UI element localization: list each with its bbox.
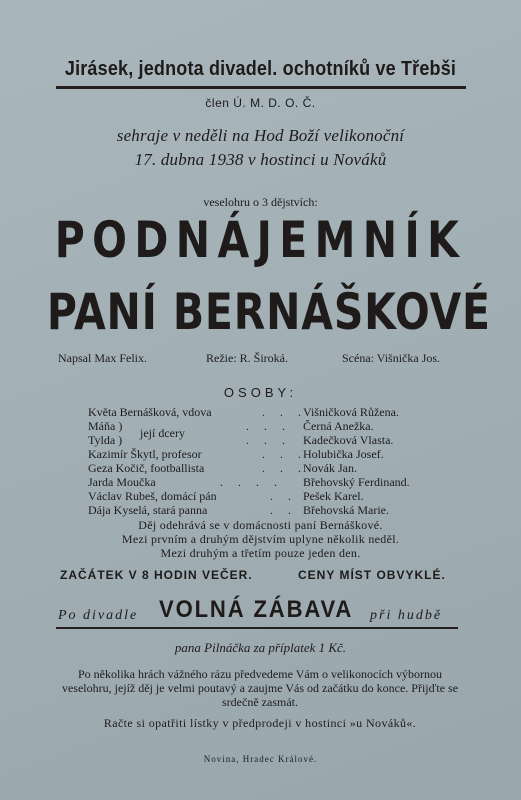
play-title-line-2: PANÍ BERNÁŠKOVÉ [46,283,491,341]
ticket-prices: CENY MÍST OBVYKLÉ. [298,568,446,582]
daughters-note: její dcery [140,426,185,440]
cast-role: Václav Rubeš, domácí pán [88,489,217,503]
closing-paragraph: Po několika hrách vážného rázu předvedeme Vám o velikonocích výbornou veselohru, jejíž děj je velmi poutavý a zaujme Vás od začátku do konce. Přijďte se srdečně zasmát. [61,667,459,709]
after-show-prefix: Po divadle [58,608,139,623]
cast-row [0,447,521,461]
scene-description-line-3: Mezi druhým a třetím pouze jeden den. [160,546,361,560]
cast-row [0,489,521,503]
cast-role: Máňa ) [88,419,123,433]
cast-dots: . . [270,489,297,503]
play-title-line-1: PODNÁJEMNÍK [54,211,467,269]
cast-dots: . . . [262,405,307,419]
cast-row [0,461,521,475]
performance-date-line-2: 17. dubna 1938 v hostinci u Nováků [134,150,387,169]
cast-actor: Novák Jan. [303,461,357,475]
cast-actor: Pešek Karel. [303,489,364,503]
header-rule [56,86,466,89]
cast-role: Dája Kyselá, stará panna [88,503,208,517]
cast-actor: Holubička Josef. [303,447,384,461]
printer-imprint: Novina, Hradec Králové. [203,754,318,764]
cast-dots: . . . . [220,475,283,489]
genre-line: veselohru o 3 dějstvích: [203,195,318,209]
cast-actor: Višničková Růžena. [303,405,399,419]
cast-role: Kazimír Škytl, profesor [88,447,202,461]
cast-dots: . . . [262,461,307,475]
cast-dots: . . . [262,447,307,461]
cast-role: Tylda ) [88,433,123,447]
cast-actor: Černá Anežka. [303,419,374,433]
membership-line: člen Ú. M. D. O. Č. [205,96,316,110]
scene-description-line-1: Děj odehrává se v domácnosti paní Bernáškové. [138,518,383,532]
dance-rule [56,627,458,629]
cast-actor: Kadečková Vlasta. [303,433,394,447]
cast-dots: . . . [246,433,291,447]
cast-row [0,405,521,419]
dance-headline: VOLNÁ ZÁBAVA [159,596,354,623]
cast-actor: Břehovský Ferdinand. [303,475,410,489]
scene-credit: Scéna: Višnička Jos. [342,351,441,365]
author-credit: Napsal Max Felix. [58,351,147,365]
band-line: pana Pilnáčka za příplatek 1 Kč. [174,640,347,655]
cast-row [0,475,521,489]
performance-date-line-1: sehraje v neděli na Hod Boží velikonoční [116,126,405,145]
start-time: ZAČÁTEK V 8 HODIN VEČER. [60,568,253,582]
scene-description-line-2: Mezi prvním a druhým dějstvím uplyne několik neděl. [121,532,400,546]
cast-role: Jarda Moučka [88,475,156,489]
after-show-suffix: při hudbě [370,608,443,623]
cast-row [0,503,521,517]
organization-name: Jirásek, jednota divadel. ochotníků ve Třebši [64,58,457,80]
cast-dots: . . [270,503,297,517]
cast-heading: OSOBY: [223,385,298,400]
cast-actor: Břehovská Marie. [303,503,389,517]
cast-role: Květa Bernášková, vdova [88,405,212,419]
cast-row [0,419,521,433]
cast-row [0,433,521,447]
cast-dots: . . . [246,419,291,433]
director-credit: Režie: R. Široká. [206,351,288,365]
cast-role: Geza Kočič, footballista [88,461,205,475]
ticket-presale-note: Račte si opatřiti lístky v předprodeji v hostinci »u Nováků«. [103,716,417,730]
